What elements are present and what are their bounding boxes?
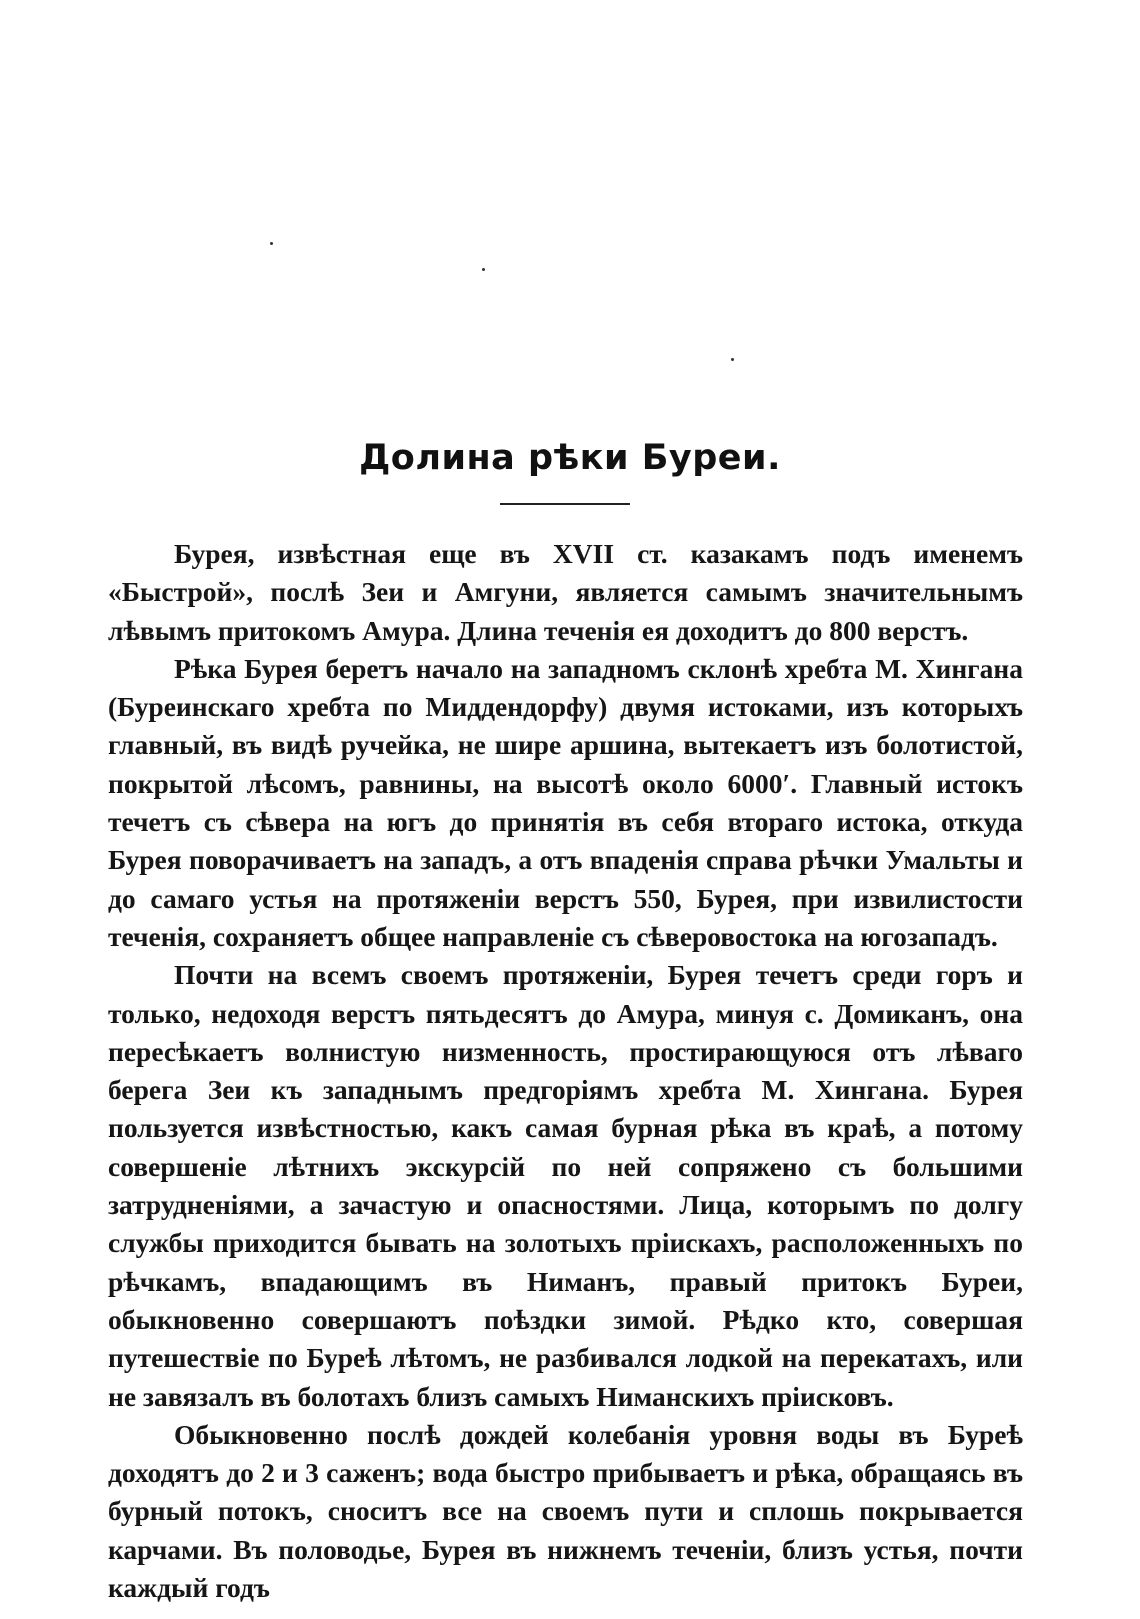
paragraph-1: Бурея, извѣстная еще въ XVII ст. казакамъ подъ именемъ «Быстрой», послѣ Зеи и Амгуни, является самымъ значительнымъ лѣвымъ притокомъ Амура. Длина теченія ея доходитъ до 800 верстъ.	[108, 538, 1023, 646]
scan-speck	[482, 268, 485, 271]
body-text	[108, 535, 1023, 1607]
page-title: Долина рѣки Буреи.	[359, 438, 781, 478]
paragraph-2: Рѣка Бурея беретъ начало на западномъ склонѣ хребта М. Хингана (Буреинскаго хребта по Миддендорфу) двумя истоками, изъ которыхъ главный, въ видѣ ручейка, не шире аршина, вытекаетъ изъ болотистой, покрытой лѣсомъ, равнины, на высотѣ около 6000′. Главный истокъ течетъ съ сѣвера на югъ до принятія въ себя втораго истока, откуда Бурея поворачиваетъ на западъ, а отъ впаденія справа рѣчки Умальты и до самаго устья на протяженіи верстъ 550, Бурея, при извилистости теченія, сохраняетъ общее направленіе съ сѣверовостока на югозападъ.	[108, 652, 1023, 952]
scan-speck	[731, 358, 734, 361]
title-divider	[500, 503, 630, 505]
scan-speck	[270, 242, 273, 245]
paragraph-3: Почти на всемъ своемъ протяженіи, Бурея течетъ среди горъ и только, недоходя верстъ пятьдесятъ до Амура, минуя с. Домиканъ, она пересѣкаетъ волнистую низменность, простирающуюся отъ лѣваго берега Зеи къ западнымъ предгоріямъ хребта М. Хингана. Бурея пользуется извѣстностью, какъ самая бурная рѣка въ краѣ, а потому совершеніе лѣтнихъ экскурсій по ней сопряжено съ большими затрудненіями, а зачастую и опасностями. Лица, которымъ по долгу службы приходится бывать на золотыхъ пріискахъ, расположенныхъ по рѣчкамъ, впадающимъ въ Ниманъ, правый притокъ Буреи, обыкновенно совершаютъ поѣздки зимой. Рѣдко кто, совершая путешествіе по Буреѣ лѣтомъ, не разбивался лодкой на перекатахъ, или не завязалъ въ болотахъ близъ самыхъ Ниманскихъ пріисковъ.	[108, 959, 1023, 1412]
paragraph-4: Обыкновенно послѣ дождей колебанія уровня воды въ Буреѣ доходятъ до 2 и 3 саженъ; вода быстро прибываетъ и рѣка, обращаясь въ бурный потокъ, сноситъ все на своемъ пути и сплошь покрывается карчами. Въ половодье, Бурея въ нижнемъ теченіи, близъ устья, почти каждый годъ	[108, 1418, 1023, 1604]
